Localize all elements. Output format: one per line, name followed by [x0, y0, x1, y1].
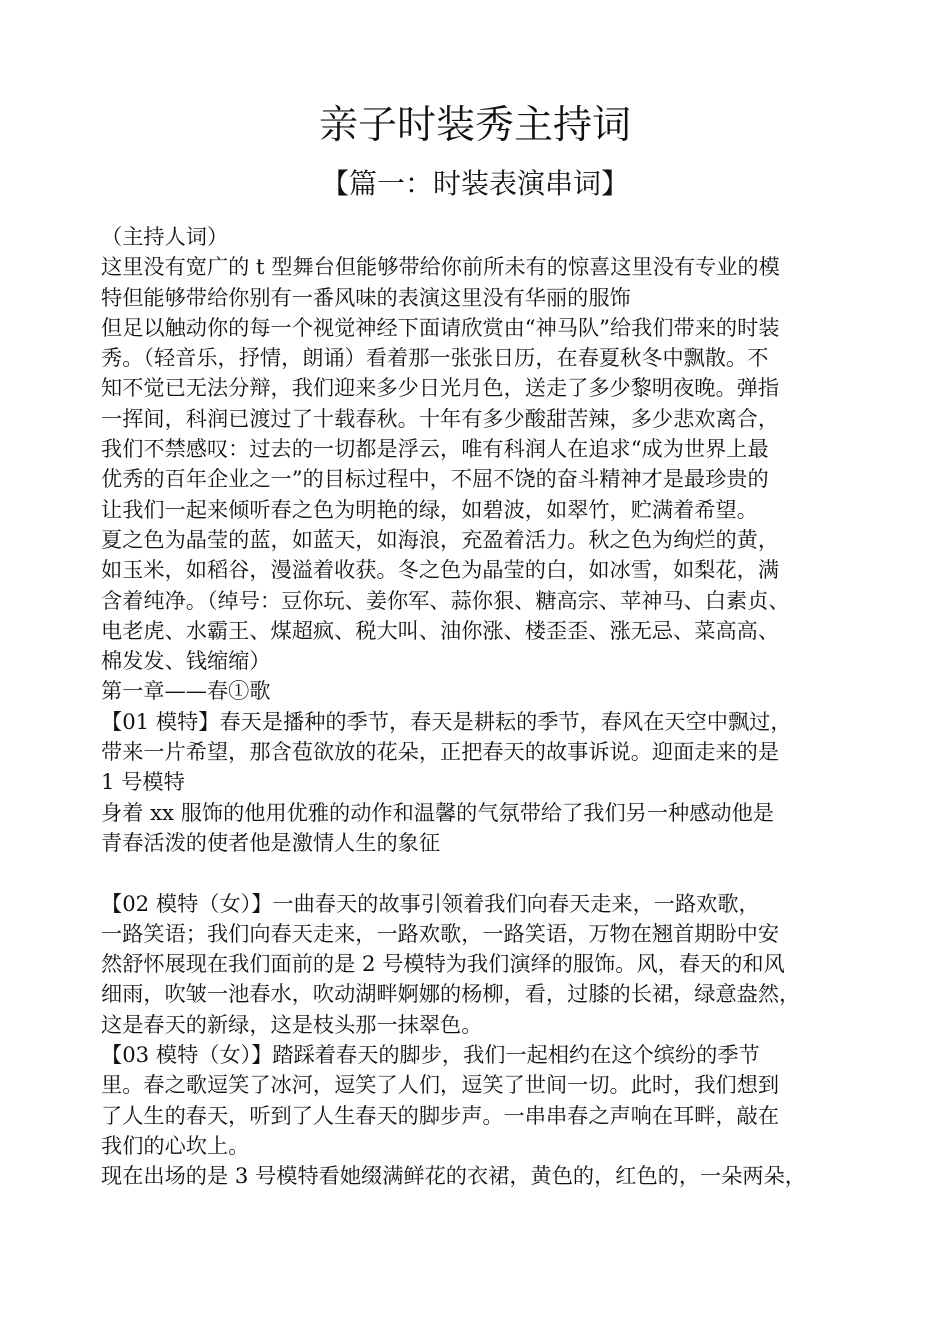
text-line: 我们不禁感叹：过去的一切都是浮云，唯有科润人在追求“成为世界上最: [101, 436, 769, 462]
page-subtitle: 【篇一：时装表演串词】: [320, 167, 629, 200]
text-line: 这里没有宽广的 t 型舞台但能够带给你前所未有的惊喜这里没有专业的模: [101, 254, 780, 280]
text-line: 带来一片希望，那含苞欲放的花朵，正把春天的故事诉说。迎面走来的是: [101, 739, 780, 765]
text-line: 了人生的春天，听到了人生春天的脚步声。一串串春之声响在耳畔，敲在: [101, 1102, 780, 1128]
text-line: 青春活泼的使者他是激情人生的象征: [101, 829, 441, 855]
text-line: 这是春天的新绿，这是枝头那一抹翠色。: [101, 1011, 483, 1037]
text-line: 棉发发、钱缩缩）: [101, 648, 271, 674]
text-line: 电老虎、水霸王、煤超疯、税大叫、油你涨、楼歪歪、涨无忌、菜高高、: [101, 617, 780, 643]
text-line: 一路笑语；我们向春天走来，一路欢歌，一路笑语，万物在翘首期盼中安: [101, 920, 780, 946]
blank-line: [101, 858, 881, 888]
text-line: 但足以触动你的每一个视觉神经下面请欣赏由“神马队”给我们带来的时装: [101, 314, 780, 340]
text-line: 知不觉已无法分辩，我们迎来多少日光月色，送走了多少黎明夜晚。弹指: [101, 375, 780, 401]
text-line: 如玉米，如稻谷，漫溢着收获。冬之色为晶莹的白，如冰雪，如梨花，满: [101, 557, 780, 583]
page-title: 亲子时装秀主持词: [318, 103, 631, 148]
text-line: 【02 模特（女）】一曲春天的故事引领着我们向春天走来，一路欢歌，: [101, 890, 760, 916]
text-line: 让我们一起来倾听春之色为明艳的绿，如碧波，如翠竹，贮满着希望。: [101, 496, 758, 522]
text-line: 我们的心坎上。: [101, 1132, 250, 1158]
text-line: 含着纯净。（绰号：豆你玩、姜你军、蒜你狠、糖高宗、苹神马、白素贞、: [101, 587, 790, 613]
body-text: [101, 222, 881, 1192]
text-line: 秀。（轻音乐，抒情，朗诵）看着那一张张日历，在春夏秋冬中飘散。不: [101, 345, 769, 371]
text-line: 优秀的百年企业之一”的目标过程中，不屈不饶的奋斗精神才是最珍贵的: [101, 466, 769, 492]
text-line: 1 号模特: [101, 769, 185, 795]
text-line: 【03 模特（女）】踏踩着春天的脚步，我们一起相约在这个缤纷的季节: [101, 1042, 760, 1068]
text-line: 【01 模特】春天是播种的季节，春天是耕耘的季节，春风在天空中飘过，: [101, 708, 792, 734]
text-line: 特但能够带给你别有一番风味的表演这里没有华丽的服饰: [101, 284, 631, 310]
text-line: （主持人词）: [101, 224, 229, 249]
text-line: 细雨，吹皱一池春水，吹动湖畔婀娜的杨柳，看，过膝的长裙，绿意盎然，: [101, 981, 801, 1007]
text-line: 一挥间，科润已渡过了十载春秋。十年有多少酸甜苦辣，多少悲欢离合，: [101, 405, 780, 431]
chapter-heading: 第一章——春①歌: [101, 678, 271, 704]
text-line: 里。春之歌逗笑了冰河，逗笑了人们，逗笑了世间一切。此时，我们想到: [101, 1072, 780, 1098]
text-line: 身着 xx 服饰的他用优雅的动作和温馨的气氛带给了我们另一种感动他是: [101, 799, 774, 825]
text-line: 现在出场的是 3 号模特看她缀满鲜花的衣裙，黄色的，红色的，一朵两朵，: [101, 1163, 806, 1189]
text-line: 夏之色为晶莹的蓝，如蓝天，如海浪，充盈着活力。秋之色为绚烂的黄，: [101, 526, 780, 552]
text-line: 然舒怀展现在我们面前的是 2 号模特为我们演绎的服饰。风，春天的和风: [101, 951, 785, 977]
